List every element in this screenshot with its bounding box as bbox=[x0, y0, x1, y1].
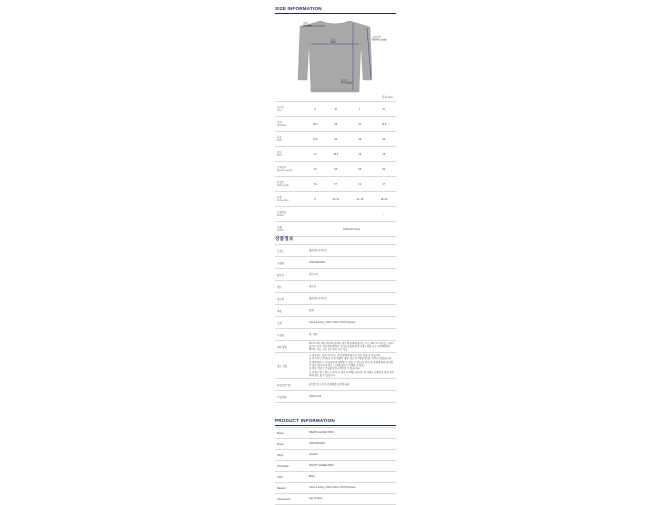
product-ko-row bbox=[275, 305, 396, 317]
size-unit: 단위 (cm) bbox=[382, 96, 393, 99]
size-cell: 28.5 bbox=[324, 147, 348, 162]
product-ko-row bbox=[275, 281, 396, 293]
product-en-key: Material bbox=[275, 483, 307, 494]
product-ko-key: 소재 bbox=[275, 317, 307, 329]
size-row bbox=[275, 102, 396, 117]
product-en-value: RALPH LAUREN KIDS bbox=[307, 461, 396, 472]
product-en-rule bbox=[275, 425, 396, 426]
product-ko-key: 세탁 방법 bbox=[275, 341, 307, 353]
size-cell: 57 bbox=[324, 177, 348, 192]
product-en-key: Model bbox=[275, 439, 307, 450]
product-ko-row bbox=[275, 329, 396, 341]
product-ko-row bbox=[275, 391, 396, 403]
size-info-rule bbox=[275, 13, 396, 14]
size-row bbox=[275, 162, 396, 177]
product-ko-key: 원산지 bbox=[275, 269, 307, 281]
size-row-label bbox=[275, 207, 307, 222]
product-ko-row bbox=[275, 379, 396, 391]
model-row bbox=[275, 222, 396, 237]
size-cell: - bbox=[348, 207, 372, 222]
product-ko-value: 30 °C 에서 세탁 약하게 중세탁, 염소계 표백제 불가능, 온도 110 °C 다림질, 드라이클리닝 금지, 석유계용제세탁 가능(프로필렌 용제 사용), 텀블 건조 약하게(최대 60°C), 가능, 낮은 온도에서 건조 가능 bbox=[307, 341, 396, 353]
size-info-title: SIZE INFORMATION bbox=[275, 6, 322, 11]
product-ko-table bbox=[275, 244, 396, 403]
size-cell: 42.5 bbox=[307, 132, 324, 147]
product-en-row bbox=[275, 428, 396, 439]
model-label-en: Model bbox=[277, 229, 284, 232]
size-row bbox=[275, 177, 396, 192]
product-en-value: RALPH LAUREN KIDS bbox=[307, 428, 396, 439]
product-ko-value: Outer & Lining : 84% Cotton, 16% Polyester bbox=[307, 317, 396, 329]
garment-diagram bbox=[275, 18, 396, 96]
size-cell: 10~12 bbox=[324, 192, 348, 207]
size-row bbox=[275, 132, 396, 147]
product-en-key: Information bbox=[275, 461, 307, 472]
size-label-en: Model bbox=[277, 214, 284, 217]
product-en-key: Components bbox=[275, 494, 307, 505]
product-ko-value: 블랙 bbox=[307, 305, 396, 317]
product-ko-key: 모델명 bbox=[275, 257, 307, 269]
product-en-row bbox=[275, 483, 396, 494]
size-cell: 46 bbox=[324, 132, 348, 147]
size-label-en: Hem bbox=[277, 154, 283, 157]
size-row bbox=[275, 147, 396, 162]
full-length-label: 총길이 Full Length bbox=[341, 80, 353, 85]
size-cell: 27 bbox=[307, 147, 324, 162]
size-label-en: Korea Size bbox=[277, 199, 289, 202]
product-ko-key: 제조 연월 bbox=[275, 353, 307, 379]
product-ko-value: 택, 상품 bbox=[307, 329, 396, 341]
product-en-value: 323979310002 bbox=[307, 439, 396, 450]
product-ko-title: 상품정보 bbox=[275, 236, 294, 241]
size-label-en: Shoulder bbox=[277, 124, 287, 127]
size-cell: 29 bbox=[348, 147, 372, 162]
size-label-en: Full Length bbox=[277, 184, 289, 187]
size-label-ko: 권장 bbox=[277, 196, 282, 199]
product-ko-value: 2025-12-04 bbox=[307, 391, 396, 403]
product-en-row bbox=[275, 472, 396, 483]
size-cell: 50 bbox=[372, 132, 396, 147]
size-cell: 18~20 bbox=[372, 192, 396, 207]
size-cell: 46 bbox=[307, 162, 324, 177]
size-cell: 62 bbox=[372, 162, 396, 177]
size-row bbox=[275, 207, 396, 222]
product-en-title: PRODUCT INFORMATION bbox=[275, 418, 335, 423]
product-ko-row bbox=[275, 341, 396, 353]
size-cell: 44.5 bbox=[372, 117, 396, 132]
size-cell: L bbox=[348, 102, 372, 117]
product-en-row bbox=[275, 461, 396, 472]
size-cell: 41 bbox=[348, 117, 372, 132]
size-cell: 62 bbox=[348, 177, 372, 192]
size-label-ko: 어깨 bbox=[277, 121, 282, 124]
size-row bbox=[275, 192, 396, 207]
size-cell: XL bbox=[372, 102, 396, 117]
product-ko-row bbox=[275, 353, 396, 379]
product-en-row bbox=[275, 439, 396, 450]
size-cell: 53 bbox=[324, 162, 348, 177]
size-cell: - bbox=[307, 207, 324, 222]
size-label-ko: 총길이 bbox=[277, 181, 284, 184]
model-row-label bbox=[275, 222, 307, 237]
product-en-value: Black bbox=[307, 472, 396, 483]
sleeve-label: 소매길이 Sleeve Length bbox=[372, 37, 387, 42]
product-ko-value: 베트남 bbox=[307, 281, 396, 293]
sweater-shape bbox=[298, 21, 372, 92]
product-ko-row bbox=[275, 317, 396, 329]
size-row-label bbox=[275, 102, 307, 117]
size-row-label bbox=[275, 162, 307, 177]
product-en-key: Color bbox=[275, 472, 307, 483]
size-cell: 56 bbox=[348, 162, 372, 177]
product-ko-key: 품질보증기준 bbox=[275, 379, 307, 391]
size-label-en: Sleeve Length bbox=[277, 169, 293, 172]
product-ko-key: 제조원 bbox=[275, 293, 307, 305]
model-label-ko: 모델 bbox=[277, 226, 282, 229]
size-cell: 35.5 bbox=[307, 117, 324, 132]
size-cell: 67 bbox=[372, 177, 396, 192]
product-ko-row bbox=[275, 257, 396, 269]
size-cell: 38 bbox=[324, 117, 348, 132]
size-label-ko: 사이즈 bbox=[277, 106, 284, 109]
product-en-row bbox=[275, 494, 396, 505]
product-en-row bbox=[275, 450, 396, 461]
size-cell: 51 bbox=[307, 177, 324, 192]
size-row-label bbox=[275, 177, 307, 192]
size-cell: 14~16 bbox=[348, 192, 372, 207]
product-ko-key: 구성품 bbox=[275, 329, 307, 341]
product-ko-value: 폴로랄프로렌키즈 bbox=[307, 293, 396, 305]
size-cell: S bbox=[307, 102, 324, 117]
product-en-key: Brand bbox=[275, 428, 307, 439]
product-ko-value: 폴로랄프로렌키즈 bbox=[307, 245, 396, 257]
size-table bbox=[275, 101, 396, 237]
size-cell: - bbox=[324, 207, 348, 222]
size-row-label bbox=[275, 147, 307, 162]
size-row-label bbox=[275, 132, 307, 147]
product-ko-key: 브랜드 bbox=[275, 245, 307, 257]
shoulder-label: 어깨 Shoulder bbox=[303, 23, 313, 28]
product-ko-value: 관련법 및 소비자 분쟁해결 규정에 따름 bbox=[307, 379, 396, 391]
size-cell: 25 bbox=[372, 147, 396, 162]
size-cell: M bbox=[324, 102, 348, 117]
size-row-label bbox=[275, 117, 307, 132]
size-row-label bbox=[275, 192, 307, 207]
product-ko-key: 수입연월 bbox=[275, 391, 307, 403]
product-en-header bbox=[275, 418, 396, 426]
product-ko-row bbox=[275, 269, 396, 281]
size-label-ko: 소매길이 bbox=[277, 166, 287, 169]
size-cell: ✓ bbox=[372, 207, 396, 222]
product-en-value: Outer & Lining : 84% Cotton, 16% Polyester bbox=[307, 483, 396, 494]
product-ko-key: 색상 bbox=[275, 305, 307, 317]
size-info-header bbox=[275, 6, 396, 14]
size-cell: 8 bbox=[307, 192, 324, 207]
size-label-en: Bust bbox=[277, 139, 282, 142]
size-label-en: Size bbox=[277, 109, 282, 112]
product-ko-key: 정보 bbox=[275, 281, 307, 293]
size-label-ko: 모델착용 bbox=[277, 211, 287, 214]
product-ko-value: 323979310002 bbox=[307, 257, 396, 269]
size-row bbox=[275, 117, 396, 132]
size-cell: 48 bbox=[348, 132, 372, 147]
bust-label: 가슴 Bust bbox=[331, 39, 336, 45]
product-ko-row bbox=[275, 293, 396, 305]
model-value: 160cm(XL Size) bbox=[307, 222, 396, 237]
product-en-value: Vietnam bbox=[307, 450, 396, 461]
product-ko-row bbox=[275, 245, 396, 257]
product-en-key: Origin bbox=[275, 450, 307, 461]
size-label-ko: 밑단 bbox=[277, 151, 282, 154]
product-en-value: Tag, Product bbox=[307, 494, 396, 505]
size-label-ko: 가슴 bbox=[277, 136, 282, 139]
product-en-table bbox=[275, 427, 396, 505]
product-ko-value: 캄보디아 bbox=[307, 269, 396, 281]
product-ko-value: ※ 제공되는 실측 사이즈는 측정 방법에 따라 오차가 있을 수 있습니다. ※ 전시이 (스티커)로 사진 제품의 경우 제조 후 1개월 뒤에도 판매가 되었습니다. ※ 해외배송 시 국내 통관에 제약될 수 있음 수 있으며, 관련 실 정책에 따라 달라질 수 있음 (관부가세 별도, 고객부담금이 과세될 수 있음) ※ 외부 정보가 로딩중이거나 확인할 수 있습니다. ※ 이벤트 박스 반드시 문의 후 배송 안내해드립니다. 제 거래가 진행되지 않을 경우 판매 취소 될 수 있습니다. bbox=[307, 353, 396, 379]
